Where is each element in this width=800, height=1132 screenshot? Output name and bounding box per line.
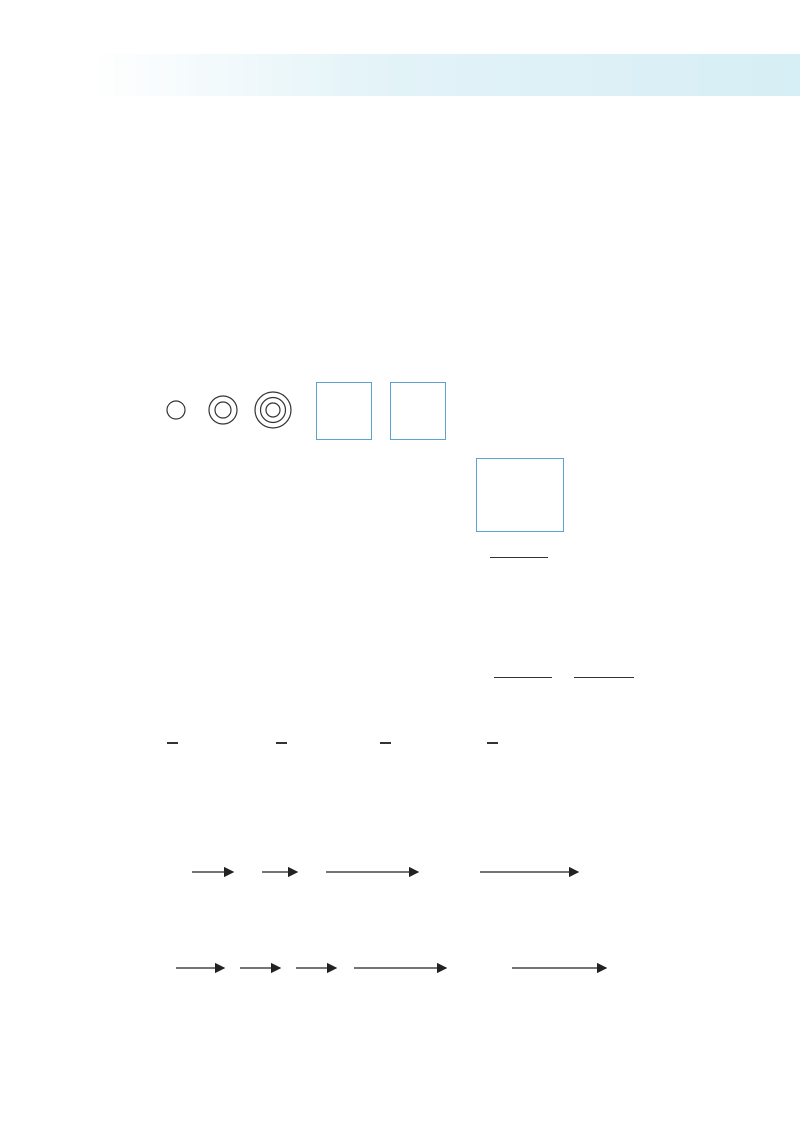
q1-part3-clocks xyxy=(160,578,640,654)
q1-part3-answer-blank-1[interactable] xyxy=(494,676,552,678)
q1-part4-place-3 xyxy=(380,742,391,744)
q1-part3-answer-blank-2[interactable] xyxy=(574,676,634,678)
q1-part4-place-4-bottom xyxy=(487,742,563,762)
q1-part1-circles xyxy=(160,390,300,436)
q1-part2-answer-box[interactable] xyxy=(476,458,564,532)
q1-part2-sequence xyxy=(170,538,560,566)
q1-part1-answer-box-1[interactable] xyxy=(316,382,372,440)
q2b-s3-arrows xyxy=(100,946,660,986)
q2-row3-items xyxy=(150,234,530,270)
q1-part4-place-2 xyxy=(276,742,287,744)
q1-part2-blocks xyxy=(160,470,460,530)
header-band xyxy=(90,54,800,96)
q1-part1-answer-box-2[interactable] xyxy=(390,382,446,440)
q1-part4-abacus xyxy=(160,694,580,744)
q1-part2-answer-blank[interactable] xyxy=(490,556,548,558)
q2b-s1-arrows xyxy=(100,850,660,890)
q1-part4-place-1 xyxy=(167,742,178,744)
